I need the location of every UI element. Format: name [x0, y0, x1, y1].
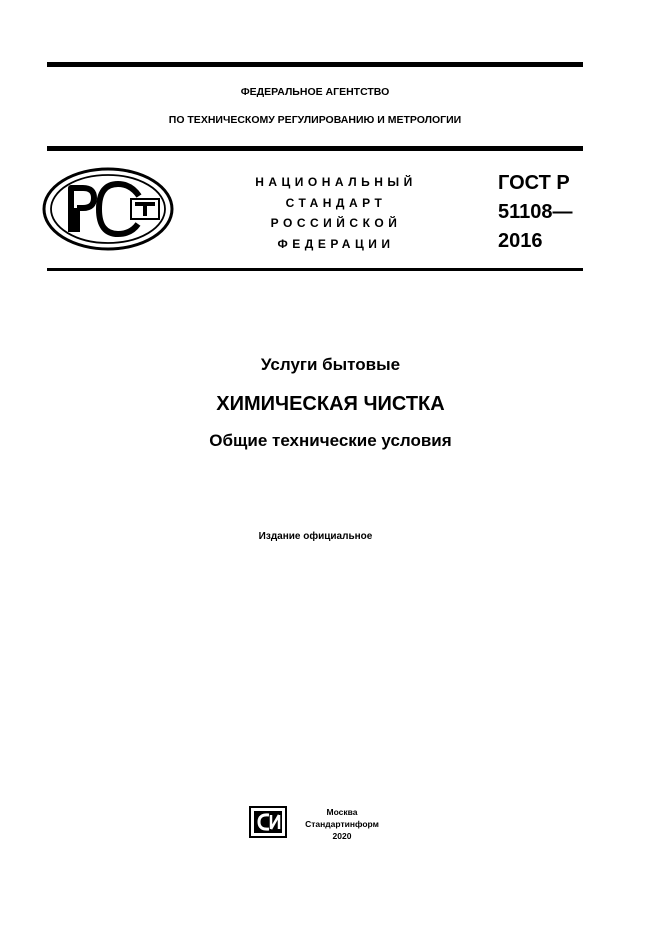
- standartinform-logo-icon: [249, 806, 287, 838]
- edition-label: Издание официальное: [258, 531, 373, 542]
- agency-line-2: ПО ТЕХНИЧЕСКОМУ РЕГУЛИРОВАНИЮ И МЕТРОЛОГИИ: [168, 114, 462, 126]
- document-title-category: Услуги бытовые: [260, 355, 401, 374]
- publisher-city: Москва: [326, 807, 358, 817]
- designation-line: 2016: [498, 230, 543, 252]
- middle-rule: [47, 146, 583, 151]
- standard-type-line: НАЦИОНАЛЬНЫЙ: [255, 175, 417, 189]
- standard-type-line: ФЕДЕРАЦИИ: [277, 236, 395, 251]
- top-rule: [47, 62, 583, 67]
- rst-emblem-icon: [41, 166, 175, 252]
- publisher-info: [294, 806, 390, 842]
- agency-line-1: ФЕДЕРАЛЬНОЕ АГЕНТСТВО: [240, 86, 390, 98]
- standard-designation: [498, 169, 573, 256]
- bottom-rule: [47, 268, 583, 271]
- standard-type-line: СТАНДАРТ: [285, 195, 387, 210]
- standard-type-line: РОССИЙСКОЙ: [270, 216, 402, 230]
- publisher-name: Стандартинформ: [305, 819, 379, 829]
- designation-line: ГОСТ Р: [498, 172, 570, 194]
- publisher-year: 2020: [332, 831, 352, 841]
- document-title-subtitle: Общие технические условия: [209, 431, 452, 450]
- designation-line: 51108—: [498, 201, 573, 223]
- standard-type: [236, 172, 436, 254]
- document-title-main: ХИМИЧЕСКАЯ ЧИСТКА: [216, 393, 445, 415]
